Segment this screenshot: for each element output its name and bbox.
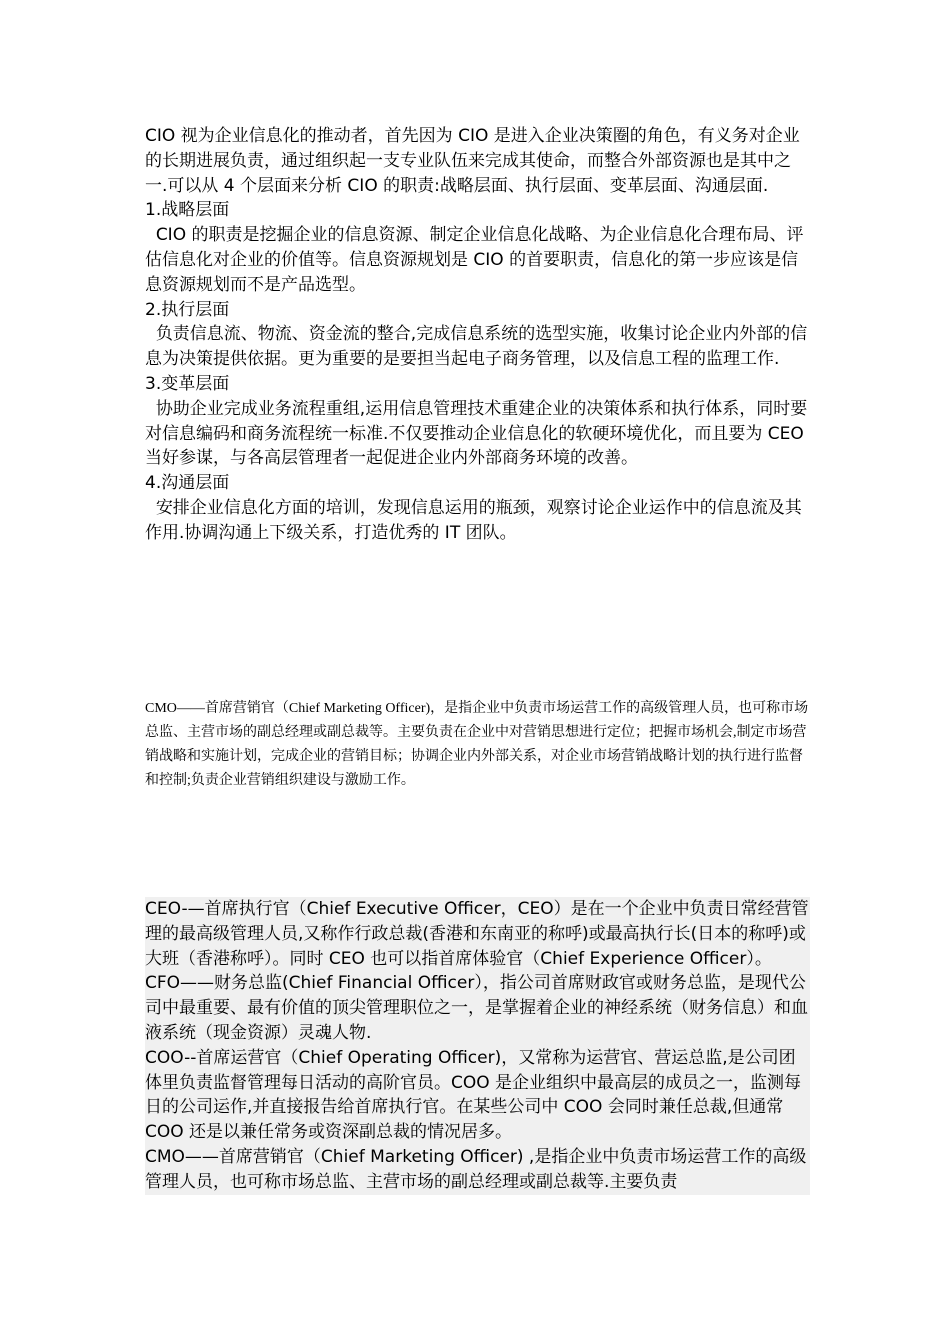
level-heading-communication: 4.沟通层面 bbox=[145, 473, 230, 494]
level-heading-strategy: 1.战略层面 bbox=[145, 200, 230, 221]
level-heading-execution: 2.执行层面 bbox=[145, 299, 230, 320]
level-body-execution: 负责信息流、物流、资金流的整合,完成信息系统的选型实施，收集讨论企业内外部的信息为决策提供依据。更为重要的是要担当起电子商务管理，以及信息工程的监理工作. bbox=[145, 324, 808, 370]
cmo-summary-paragraph: CMO——首席营销官（Chief Marketing Officer) ,是指企业中负责市场运营工作的高级管理人员，也可称市场总监、主营市场的副总经理或副总裁等.主要负责 bbox=[145, 1145, 810, 1195]
level-body-strategy: CIO 的职责是挖掘企业的信息资源、制定企业信息化战略、为企业信息化合理布局、评估信息化对企业的价值等。信息资源规划是 CIO 的首要职责，信息化的第一步应该是信息资源规划而不是产品选型。 bbox=[145, 225, 804, 295]
coo-paragraph: COO--首席运营官（Chief Operating Officer)，又常称为运营官、营运总监,是公司团体里负责监督管理每日活动的高阶官员。COO 是企业组织中最高层的成员之一，监测每日的公司运作,并直接报告给首席执行官。在某些公司中 COO 会同时兼任总裁,但通常 COO 还是以兼任常务或资深副总裁的情况居多。 bbox=[145, 1046, 810, 1145]
cio-section bbox=[145, 124, 810, 546]
cio-intro-paragraph: CIO 视为企业信息化的推动者，首先因为 CIO 是进入企业决策圈的角色，有义务对企业的长期进展负责，通过组织起一支专业队伍来完成其使命，而整合外部资源也是其中之一.可以从 4 个层面来分析 CIO 的职责:战略层面、执行层面、变革层面、沟通层面. bbox=[145, 126, 800, 196]
cmo-paragraph: CMO——首席营销官（Chief Marketing Officer)，是指企业中负责市场运营工作的高级管理人员，也可称市场总监、主营市场的副总经理或副总裁等。主要负责在企业中对营销思想进行定位；把握市场机会,制定市场营销战略和实施计划，完成企业的营销目标；协调企业内外部关系，对企业市场营销战略计划的执行进行监督和控制;负责企业营销组织建设与激励工作。 bbox=[145, 701, 809, 788]
cfo-paragraph: CFO——财务总监(Chief Financial Officer），指公司首席财政官或财务总监，是现代公司中最重要、最有价值的顶尖管理职位之一，是掌握着企业的神经系统（财务信息）和血液系统（现金资源）灵魂人物. bbox=[145, 971, 810, 1045]
ceo-paragraph: CEO-—首席执行官（Chief Executive Officer，CEO）是在一个企业中负责日常经营管理的最高级管理人员,又称作行政总裁(香港和东南亚的称呼)或最高执行长(日本的称呼)或大班（香港称呼）。同时 CEO 也可以指首席体验官（Chief Experience Officer）。 bbox=[145, 897, 810, 971]
cmo-section bbox=[145, 697, 810, 793]
level-heading-change: 3.变革层面 bbox=[145, 373, 230, 394]
executives-section bbox=[145, 897, 810, 1195]
level-body-change: 协助企业完成业务流程重组,运用信息管理技术重建企业的决策体系和执行体系，同时要对信息编码和商务流程统一标准.不仅要推动企业信息化的软硬环境优化，而且要为 CEO 当好参谋，与各高层管理者一起促进企业内外部商务环境的改善。 bbox=[145, 398, 810, 469]
level-body-communication: 安排企业信息化方面的培训，发现信息运用的瓶颈，观察讨论企业运作中的信息流及其作用.协调沟通上下级关系，打造优秀的 IT 团队。 bbox=[145, 497, 802, 543]
